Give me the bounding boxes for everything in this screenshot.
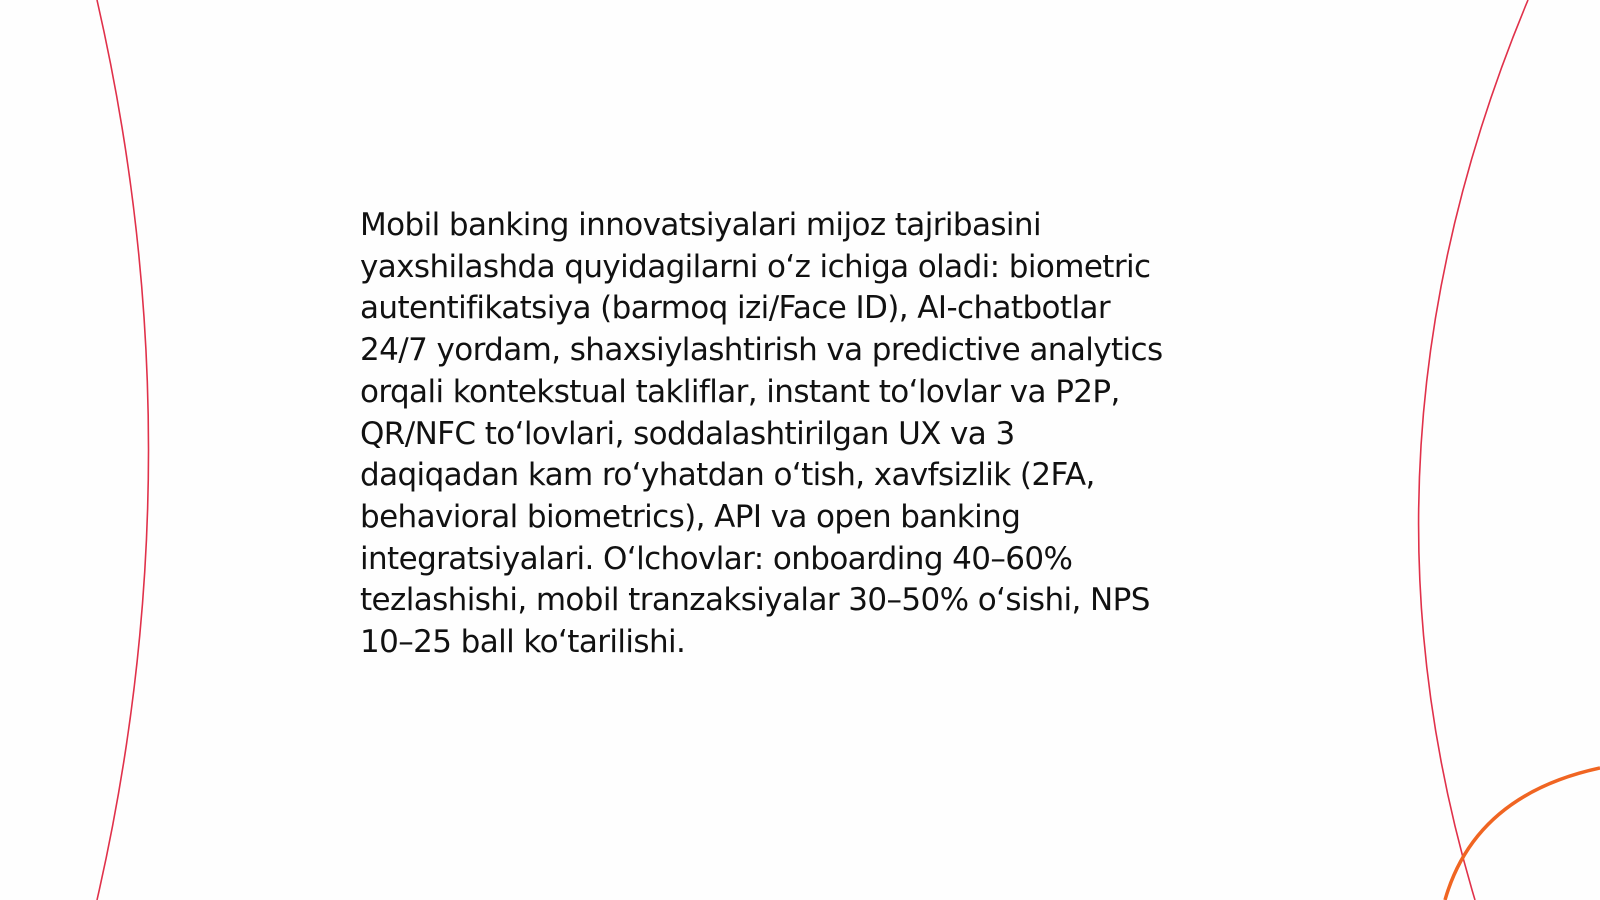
left-curve xyxy=(97,0,149,900)
slide-body-text: Mobil banking innovatsiyalari mijoz tajribasini yaxshilashda quyidagilarni oʻz ichiga oladi: biometric autentifikatsiya (barmoq izi/Face ID), AI-chatbotlar 24/7 yordam, shaxsiylashtirish va predictive analytics orqali kontekstual takliflar, instant toʻlovlar va P2P, QR/NFC toʻlovlari, soddalashtirilgan UX va 3 daqiqadan kam roʻyhatdan oʻtish, xavfsizlik (2FA, behavioral biometrics), API va open banking integratsiyalari. Oʻlchovlar: onboarding 40–60% tezlashishi, mobil tranzaksiyalar 30–50% oʻsishi, NPS 10–25 ball koʻtarilishi. xyxy=(360,207,1163,661)
right-curve xyxy=(1419,0,1528,900)
orange-arc xyxy=(1445,768,1600,900)
